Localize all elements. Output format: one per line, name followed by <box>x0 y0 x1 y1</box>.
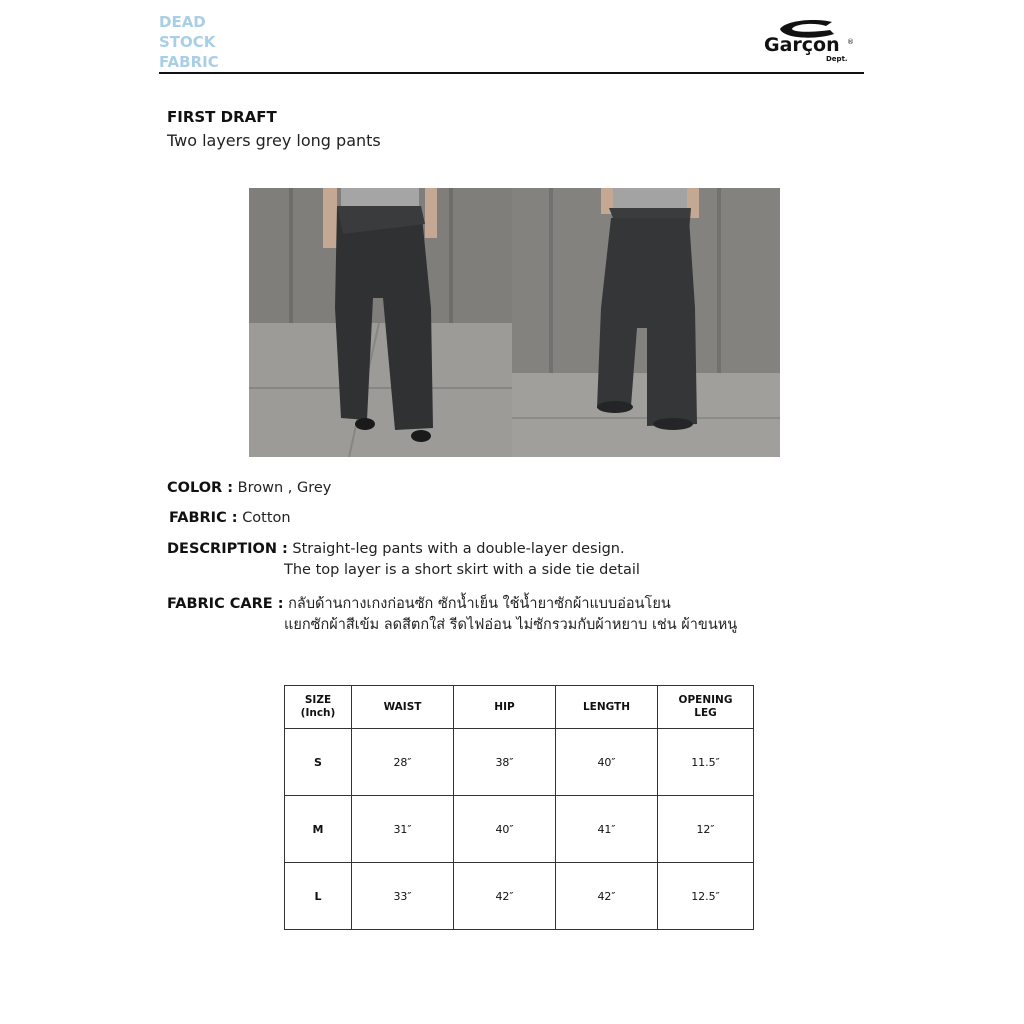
table-row <box>285 863 754 930</box>
header-size-text: SIZE <box>304 694 332 706</box>
cell-length: 42″ <box>556 863 658 930</box>
cell-waist: 33″ <box>352 863 454 930</box>
color-label: COLOR : <box>167 480 234 496</box>
dead-stock-fabric-logo <box>159 12 229 72</box>
spec-fabric-care <box>167 594 737 636</box>
header-hip: HIP <box>454 686 556 729</box>
logo-line-2: STOCK <box>159 33 216 51</box>
care-label: FABRIC CARE : <box>167 596 284 612</box>
cell-opening-leg: 12.5″ <box>658 863 754 930</box>
logo-word: Garçon <box>764 34 840 56</box>
logo-line-1: DEAD <box>159 13 206 31</box>
description-line-1: Straight-leg pants with a double-layer design. <box>292 541 625 557</box>
description-line-2: The top layer is a short skirt with a side tie detail <box>284 562 640 578</box>
logo-line-3: FABRIC <box>159 53 219 71</box>
registered-mark: ® <box>847 38 854 46</box>
garcon-dept-logo <box>758 18 858 66</box>
cell-opening-leg: 12″ <box>658 796 754 863</box>
header-waist: WAIST <box>352 686 454 729</box>
table-row <box>285 796 754 863</box>
care-line-2: แยกซักผ้าสีเข้ม ลดสีตกใส่ รีดไฟอ่อน ไม่ซักรวมกับผ้าหยาบ เช่น ผ้าขนหนู <box>284 617 738 633</box>
cell-hip: 38″ <box>454 729 556 796</box>
product-subtitle: Two layers grey long pants <box>167 131 381 150</box>
cell-hip: 40″ <box>454 796 556 863</box>
spec-color <box>167 478 331 499</box>
product-title: FIRST DRAFT <box>167 108 277 126</box>
header-size-unit: (Inch) <box>300 707 336 719</box>
size-chart-table <box>284 685 754 930</box>
color-value: Brown , Grey <box>237 480 332 496</box>
header-opening-text: OPENING <box>678 694 733 706</box>
table-row <box>285 729 754 796</box>
care-line-1: กลับด้านกางเกงก่อนซัก ซักน้ำเย็น ใช้น้ำยาซักผ้าแบบอ่อนโยน <box>288 596 671 612</box>
cell-size: L <box>285 863 352 930</box>
header-leg-text: LEG <box>694 707 717 719</box>
cell-waist: 31″ <box>352 796 454 863</box>
back-view-photo <box>512 188 780 457</box>
header-opening-leg <box>658 686 754 729</box>
spec-fabric <box>169 508 291 529</box>
cell-length: 41″ <box>556 796 658 863</box>
cell-size: S <box>285 729 352 796</box>
header-length: LENGTH <box>556 686 658 729</box>
table-header-row <box>285 686 754 729</box>
fabric-value: Cotton <box>242 510 291 526</box>
product-photos <box>249 188 780 457</box>
header-divider <box>159 72 864 74</box>
description-label: DESCRIPTION : <box>167 541 288 557</box>
fabric-label: FABRIC : <box>169 510 238 526</box>
cell-length: 40″ <box>556 729 658 796</box>
cell-hip: 42″ <box>454 863 556 930</box>
cell-size: M <box>285 796 352 863</box>
logo-dept: Dept. <box>826 55 848 63</box>
front-view-photo <box>249 188 512 457</box>
spec-description <box>167 539 640 581</box>
header-size <box>285 686 352 729</box>
cell-waist: 28″ <box>352 729 454 796</box>
cell-opening-leg: 11.5″ <box>658 729 754 796</box>
